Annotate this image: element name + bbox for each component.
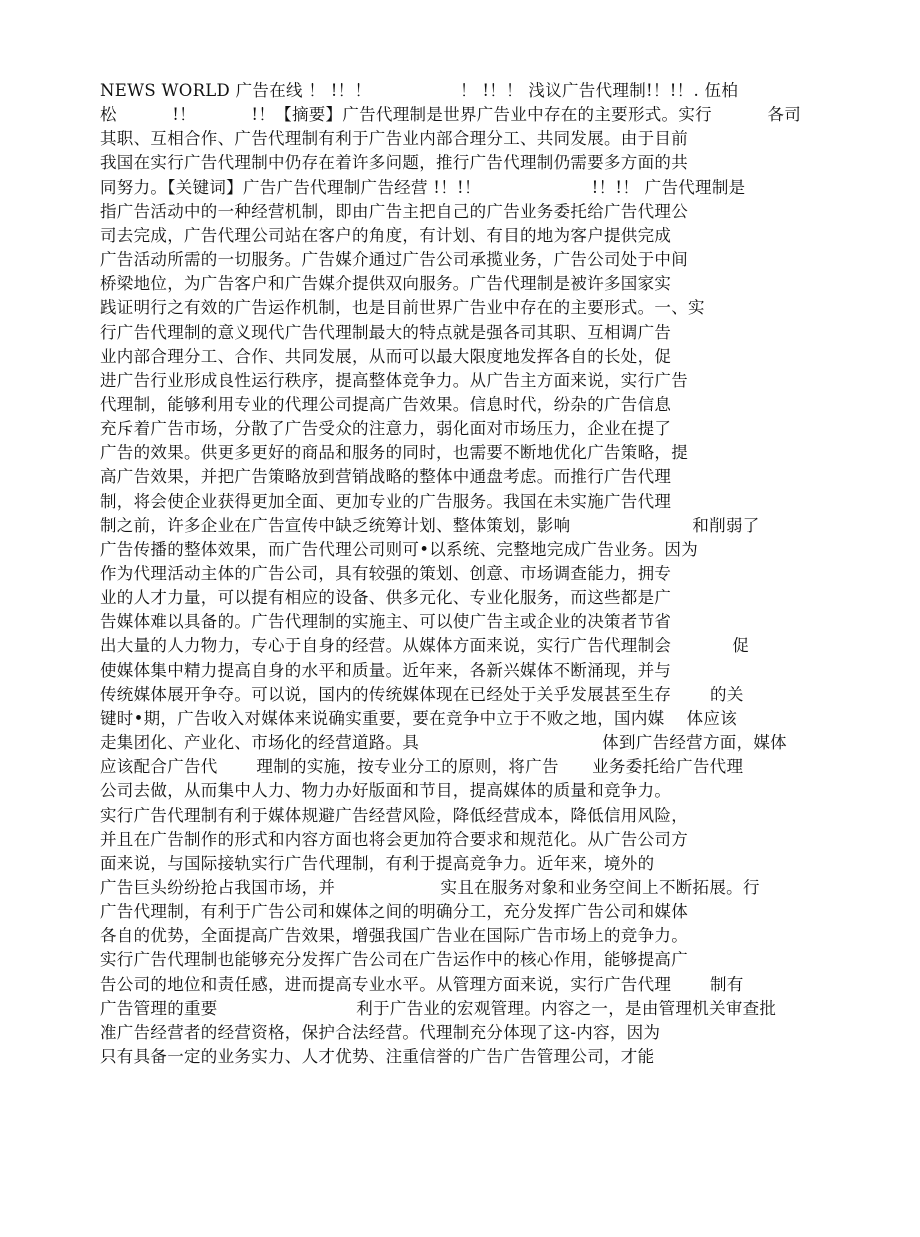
text-line: 业内部合理分工、合作、共同发展，从而可以最大限度地发挥各自的长处，促 [100, 346, 672, 366]
text-line: 司去完成，广告代理公司站在客户的角度，有计划、有目的地为客户提供完成 [100, 225, 672, 245]
text-line: 我国在实行广告代理制中仍存在着许多问题，推行广告代理制仍需要多方面的共 [100, 153, 688, 173]
text-line: 作为代理活动主体的广告公司，具有较强的策划、创意、市场调查能力，拥专 [100, 564, 672, 583]
text-line: 进广告行业形成良性运行秩序，提高整体竞争力。从广告主方面来说，实行广告 [100, 370, 688, 390]
text-line: 走集团化、产业化、市场化的经营道路。具 体到广告经营方面，媒体 [100, 733, 787, 753]
text-line: 桥梁地位，为广告客户和广告媒介提供双向服务。广告代理制是被许多国家实 [100, 274, 672, 294]
text-line: 行广告代理制的意义现代广告代理制最大的特点就是强各司其职、互相调广告 [100, 322, 672, 342]
text-line: 各自的优势，全面提高广告效果，增强我国广告业在国际广告市场上的竞争力。 [100, 926, 688, 946]
text-line: 面来说，与国际接轨实行广告代理制，有利于提高竞争力。近年来，境外的 [100, 853, 655, 873]
text-line: NEWS WORLD 广告在线 ！ !！！ ！ !！！ 浅议广告代理制!！!！. 伍柏 [100, 81, 739, 100]
text-line: 传统媒体展开争夺。可以说，国内的传统媒体现在已经处于关乎发展甚至生存 的关 [100, 684, 744, 704]
text-line: 同努力。【关键词】广告广告代理制广告经营 !！!！ !！!！ 广告代理制是 [100, 177, 746, 197]
text-line: 制，将会使企业获得更加全面、更加专业的广告服务。我国在未实施广告代理 [100, 491, 672, 511]
text-line: 践证明行之有效的广告运作机制，也是目前世界广告业中存在的主要形式。一、实 [100, 298, 705, 318]
text-line: 高广告效果，并把广告策略放到营销战略的整体中通盘考虑。而推行广告代理 [100, 467, 672, 487]
text-line: 广告传播的整体效果，而广告代理公司则可•以系统、完整地完成广告业务。因为 [100, 539, 699, 559]
text-line: 并且在广告制作的形式和内容方面也将会更加符合要求和规范化。从广告公司方 [100, 829, 688, 849]
text-line: 其职、互相合作、广告代理制有利于广告业内部合理分工、共同发展。由于目前 [100, 129, 688, 149]
text-line: 广告巨头纷纷抢占我国市场，并 实且在服务对象和业务空间上不断拓展。行 [100, 877, 760, 897]
text-line: 实行广告代理制有利于媒体规避广告经营风险，降低经营成本，降低信用风险， [100, 805, 688, 825]
text-line: 告公司的地位和责任感，进而提高专业水平。从管理方面来说，实行广告代理 制有 [100, 974, 744, 994]
text-line: 充斥着广告市场，分散了广告受众的注意力，弱化面对市场压力，企业在提了 [100, 419, 672, 439]
text-line: 公司去做，从而集中人力、物力办好版面和节目，提高媒体的质量和竞争力。 [100, 781, 672, 801]
text-line: 代理制，能够利用专业的代理公司提高广告效果。信息时代，纷杂的广告信息 [100, 394, 672, 414]
text-line: 出大量的人力物力，专心于自身的经营。从媒体方面来说，实行广告代理制会 促 [100, 636, 749, 656]
text-line: 广告的效果。供更多更好的商品和服务的同时，也需要不断地优化广告策略，提 [100, 443, 688, 463]
text-line: 使媒体集中精力提高自身的水平和质量。近年来，各新兴媒体不断涌现，并与 [100, 660, 672, 680]
text-line: 告媒体难以具备的。广告代理制的实施主、可以使广告主或企业的决策者节省 [100, 612, 672, 632]
text-line: 实行广告代理制也能够充分发挥广告公司在广告运作中的核心作用，能够提高广 [100, 950, 688, 970]
text-line: 指广告活动中的一种经营机制，即由广告主把自己的广告业务委托给广告代理公 [100, 201, 688, 221]
text-line: 只有具备一定的业务实力、人才优势、注重信誉的广告广告管理公司，才能 [100, 1047, 655, 1066]
text-line: 制之前，许多企业在广告宣传中缺乏统筹计划、整体策划，影响 和削弱了 [100, 515, 760, 535]
text-line: 准广告经营者的经营资格，保护合法经营。代理制充分体现了这-内容，因为 [100, 1022, 661, 1042]
text-line: 广告活动所需的一切服务。广告媒介通过广告公司承揽业务，广告公司处于中间 [100, 250, 688, 270]
text-line: 应该配合广告代 理制的实施，按专业分工的原则，将广告 业务委托给广告代理 [100, 757, 744, 777]
text-line: 广告管理的重要 利于广告业的宏观管理。内容之一，是由管理机关审查批 [100, 998, 777, 1018]
text-line: 广告代理制，有利于广告公司和媒体之间的明确分工，充分发挥广告公司和媒体 [100, 902, 688, 922]
text-line: 松 !！ !！【摘要】广告代理制是世界广告业中存在的主要形式。实行 各司 [100, 105, 802, 125]
text-line: 键时•期，广告收入对媒体来说确实重要，要在竞争中立于不败之地，国内媒 体应该 [100, 708, 738, 728]
text-line: 业的人才力量，可以提有相应的设备、供多元化、专业化服务，而这些都是广 [100, 588, 672, 608]
